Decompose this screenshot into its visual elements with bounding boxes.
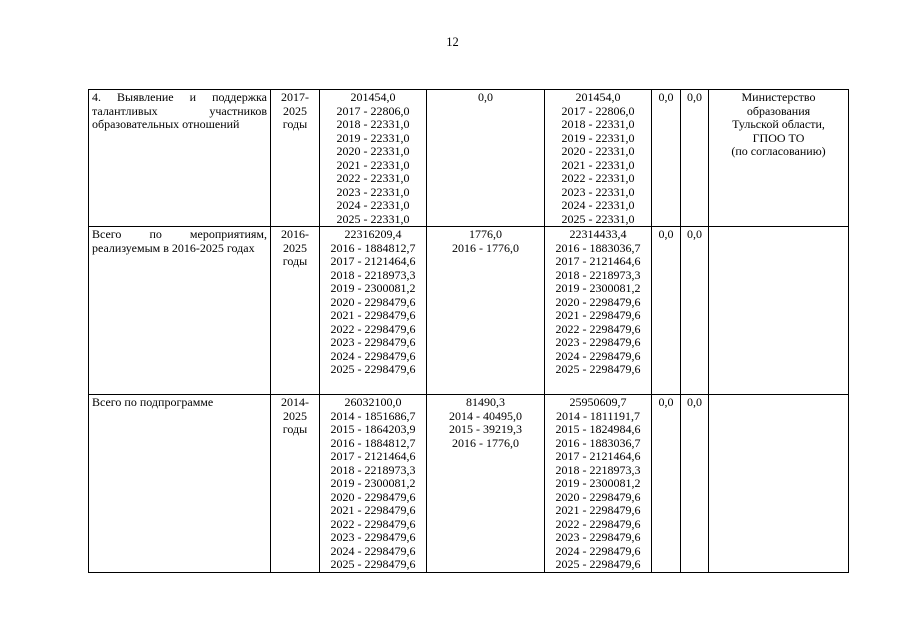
- total-funding-line: 2019 - 22331,0: [336, 130, 410, 145]
- regional-funding-cell: [545, 395, 652, 573]
- regional-funding-line: 2023 - 22331,0: [561, 184, 635, 199]
- total-funding-line: 2021 - 2298479,6: [330, 503, 416, 517]
- regional-funding-line: 2018 - 2218973,3: [555, 462, 641, 477]
- total-funding-line: 2017 - 2121464,6: [330, 449, 416, 463]
- total-funding-line: 2017 - 22806,0: [336, 103, 410, 118]
- regional-funding-line: 2019 - 2300081,2: [555, 476, 641, 490]
- regional-funding-line: 201454,0: [575, 90, 621, 104]
- regional-funding-line: 25950609,7: [569, 395, 627, 409]
- total-funding-line: 2022 - 22331,0: [336, 171, 410, 185]
- federal-funding-line: 1776,0: [469, 227, 502, 241]
- total-funding-line: 2025 - 2298479,6: [330, 557, 416, 571]
- period-line: 2025: [283, 408, 307, 423]
- total-funding-line: 2020 - 22331,0: [336, 144, 410, 158]
- regional-funding-line: 2016 - 1883036,7: [555, 240, 641, 255]
- total-funding-line: 2018 - 2218973,3: [330, 267, 416, 282]
- regional-funding-line: 2021 - 22331,0: [561, 157, 635, 172]
- total-funding-line: 2021 - 2298479,6: [330, 308, 416, 322]
- regional-funding-line: 2016 - 1883036,7: [555, 435, 641, 450]
- total-funding-cell: [320, 227, 427, 395]
- activity-name-cell: Всего по мероприятиям, реализуемым в 2016-2025 годах: [89, 227, 271, 395]
- federal-funding-line: 2014 - 40495,0: [449, 408, 522, 423]
- total-funding-line: 201454,0: [350, 90, 396, 104]
- regional-funding-line: 2018 - 2218973,3: [555, 267, 641, 282]
- regional-funding-line: 2025 - 2298479,6: [555, 557, 641, 571]
- regional-funding-line: 2024 - 22331,0: [561, 198, 635, 212]
- regional-funding-line: 2022 - 2298479,6: [555, 321, 641, 336]
- executor-line: образования: [746, 103, 811, 118]
- extra-funding-cell: 0,0: [681, 90, 709, 227]
- table-row: [89, 227, 849, 395]
- total-funding-line: 26032100,0: [344, 395, 402, 409]
- regional-funding-cell: [545, 227, 652, 395]
- funding-table: [88, 89, 849, 573]
- regional-funding-line: 2025 - 22331,0: [561, 211, 635, 226]
- executor-cell: [709, 90, 849, 227]
- total-funding-line: 2022 - 2298479,6: [330, 516, 416, 531]
- regional-funding-line: 2022 - 2298479,6: [555, 516, 641, 531]
- regional-funding-line: 22314433,4: [569, 227, 627, 241]
- total-funding-line: 2021 - 22331,0: [336, 157, 410, 172]
- federal-funding-line: 2016 - 1776,0: [452, 435, 519, 450]
- period-line: 2025: [283, 103, 307, 118]
- executor-line: Министерство: [741, 90, 816, 104]
- regional-funding-line: 2019 - 22331,0: [561, 130, 635, 145]
- total-funding-line: 2025 - 22331,0: [336, 211, 410, 226]
- total-funding-line: 2022 - 2298479,6: [330, 321, 416, 336]
- federal-funding-cell: [427, 395, 545, 573]
- activity-name-cell: Всего по подпрограмме: [89, 395, 271, 573]
- period-line: 2017-: [281, 90, 309, 104]
- table-row: [89, 395, 849, 573]
- period-line: годы: [282, 422, 308, 436]
- regional-funding-line: 2023 - 2298479,6: [555, 335, 641, 349]
- executor-cell: [709, 227, 849, 395]
- regional-funding-cell: [545, 90, 652, 227]
- regional-funding-line: 2019 - 2300081,2: [555, 281, 641, 295]
- period-line: 2025: [283, 240, 307, 255]
- period-line: годы: [282, 117, 308, 131]
- total-funding-line: 2018 - 2218973,3: [330, 462, 416, 477]
- federal-funding-line: 0,0: [478, 90, 493, 104]
- total-funding-line: 2023 - 22331,0: [336, 184, 410, 199]
- total-funding-line: 2019 - 2300081,2: [330, 476, 416, 490]
- total-funding-line: 2024 - 2298479,6: [330, 543, 416, 558]
- regional-funding-line: 2021 - 2298479,6: [555, 308, 641, 322]
- period-cell: [271, 227, 320, 395]
- total-funding-line: 2020 - 2298479,6: [330, 489, 416, 504]
- total-funding-line: 2024 - 22331,0: [336, 198, 410, 212]
- total-funding-line: 22316209,4: [344, 227, 402, 241]
- total-funding-line: 2025 - 2298479,6: [330, 362, 416, 376]
- extra-funding-cell: 0,0: [681, 227, 709, 395]
- total-funding-line: 2018 - 22331,0: [336, 117, 410, 131]
- regional-funding-line: 2014 - 1811191,7: [555, 408, 641, 423]
- period-cell: [271, 90, 320, 227]
- extra-funding-cell: 0,0: [681, 395, 709, 573]
- total-funding-line: 2023 - 2298479,6: [330, 335, 416, 349]
- total-funding-line: 2023 - 2298479,6: [330, 530, 416, 544]
- total-funding-line: 2019 - 2300081,2: [330, 281, 416, 295]
- federal-funding-line: 81490,3: [466, 395, 505, 409]
- local-funding-cell: 0,0: [652, 227, 681, 395]
- executor-line: (по согласованию): [731, 144, 826, 158]
- federal-funding-line: 2015 - 39219,3: [449, 422, 522, 436]
- federal-funding-cell: [427, 90, 545, 227]
- regional-funding-line: 2017 - 22806,0: [561, 103, 635, 118]
- period-line: 2014-: [281, 395, 309, 409]
- regional-funding-line: 2022 - 22331,0: [561, 171, 635, 185]
- total-funding-line: 2017 - 2121464,6: [330, 254, 416, 268]
- table-row: [89, 90, 849, 227]
- period-line: 2016-: [281, 227, 309, 241]
- regional-funding-line: 2020 - 2298479,6: [555, 294, 641, 309]
- local-funding-cell: 0,0: [652, 90, 681, 227]
- total-funding-cell: [320, 395, 427, 573]
- regional-funding-line: 2015 - 1824984,6: [555, 422, 641, 436]
- total-funding-line: 2015 - 1864203,9: [330, 422, 416, 436]
- regional-funding-line: 2018 - 22331,0: [561, 117, 635, 131]
- page-number: 12: [446, 35, 459, 49]
- executor-line: ГПОО ТО: [752, 130, 805, 145]
- activity-name-cell: 4. Выявление и поддержка талантливых участников образовательных отношений: [89, 90, 271, 227]
- executor-line: Тульской области,: [732, 117, 825, 131]
- total-funding-line: 2020 - 2298479,6: [330, 294, 416, 309]
- regional-funding-line: 2024 - 2298479,6: [555, 543, 641, 558]
- regional-funding-line: 2025 - 2298479,6: [555, 362, 641, 376]
- regional-funding-line: 2023 - 2298479,6: [555, 530, 641, 544]
- total-funding-cell: [320, 90, 427, 227]
- regional-funding-line: 2017 - 2121464,6: [555, 254, 641, 268]
- period-cell: [271, 395, 320, 573]
- regional-funding-line: 2020 - 22331,0: [561, 144, 635, 158]
- period-line: годы: [282, 254, 308, 268]
- regional-funding-line: 2024 - 2298479,6: [555, 348, 641, 363]
- total-funding-line: 2014 - 1851686,7: [330, 408, 416, 423]
- executor-cell: [709, 395, 849, 573]
- total-funding-line: 2024 - 2298479,6: [330, 348, 416, 363]
- total-funding-line: 2016 - 1884812,7: [330, 435, 416, 450]
- regional-funding-line: 2020 - 2298479,6: [555, 489, 641, 504]
- federal-funding-line: 2016 - 1776,0: [452, 240, 519, 255]
- local-funding-cell: 0,0: [652, 395, 681, 573]
- regional-funding-line: 2021 - 2298479,6: [555, 503, 641, 517]
- total-funding-line: 2016 - 1884812,7: [330, 240, 416, 255]
- federal-funding-cell: [427, 227, 545, 395]
- regional-funding-line: 2017 - 2121464,6: [555, 449, 641, 463]
